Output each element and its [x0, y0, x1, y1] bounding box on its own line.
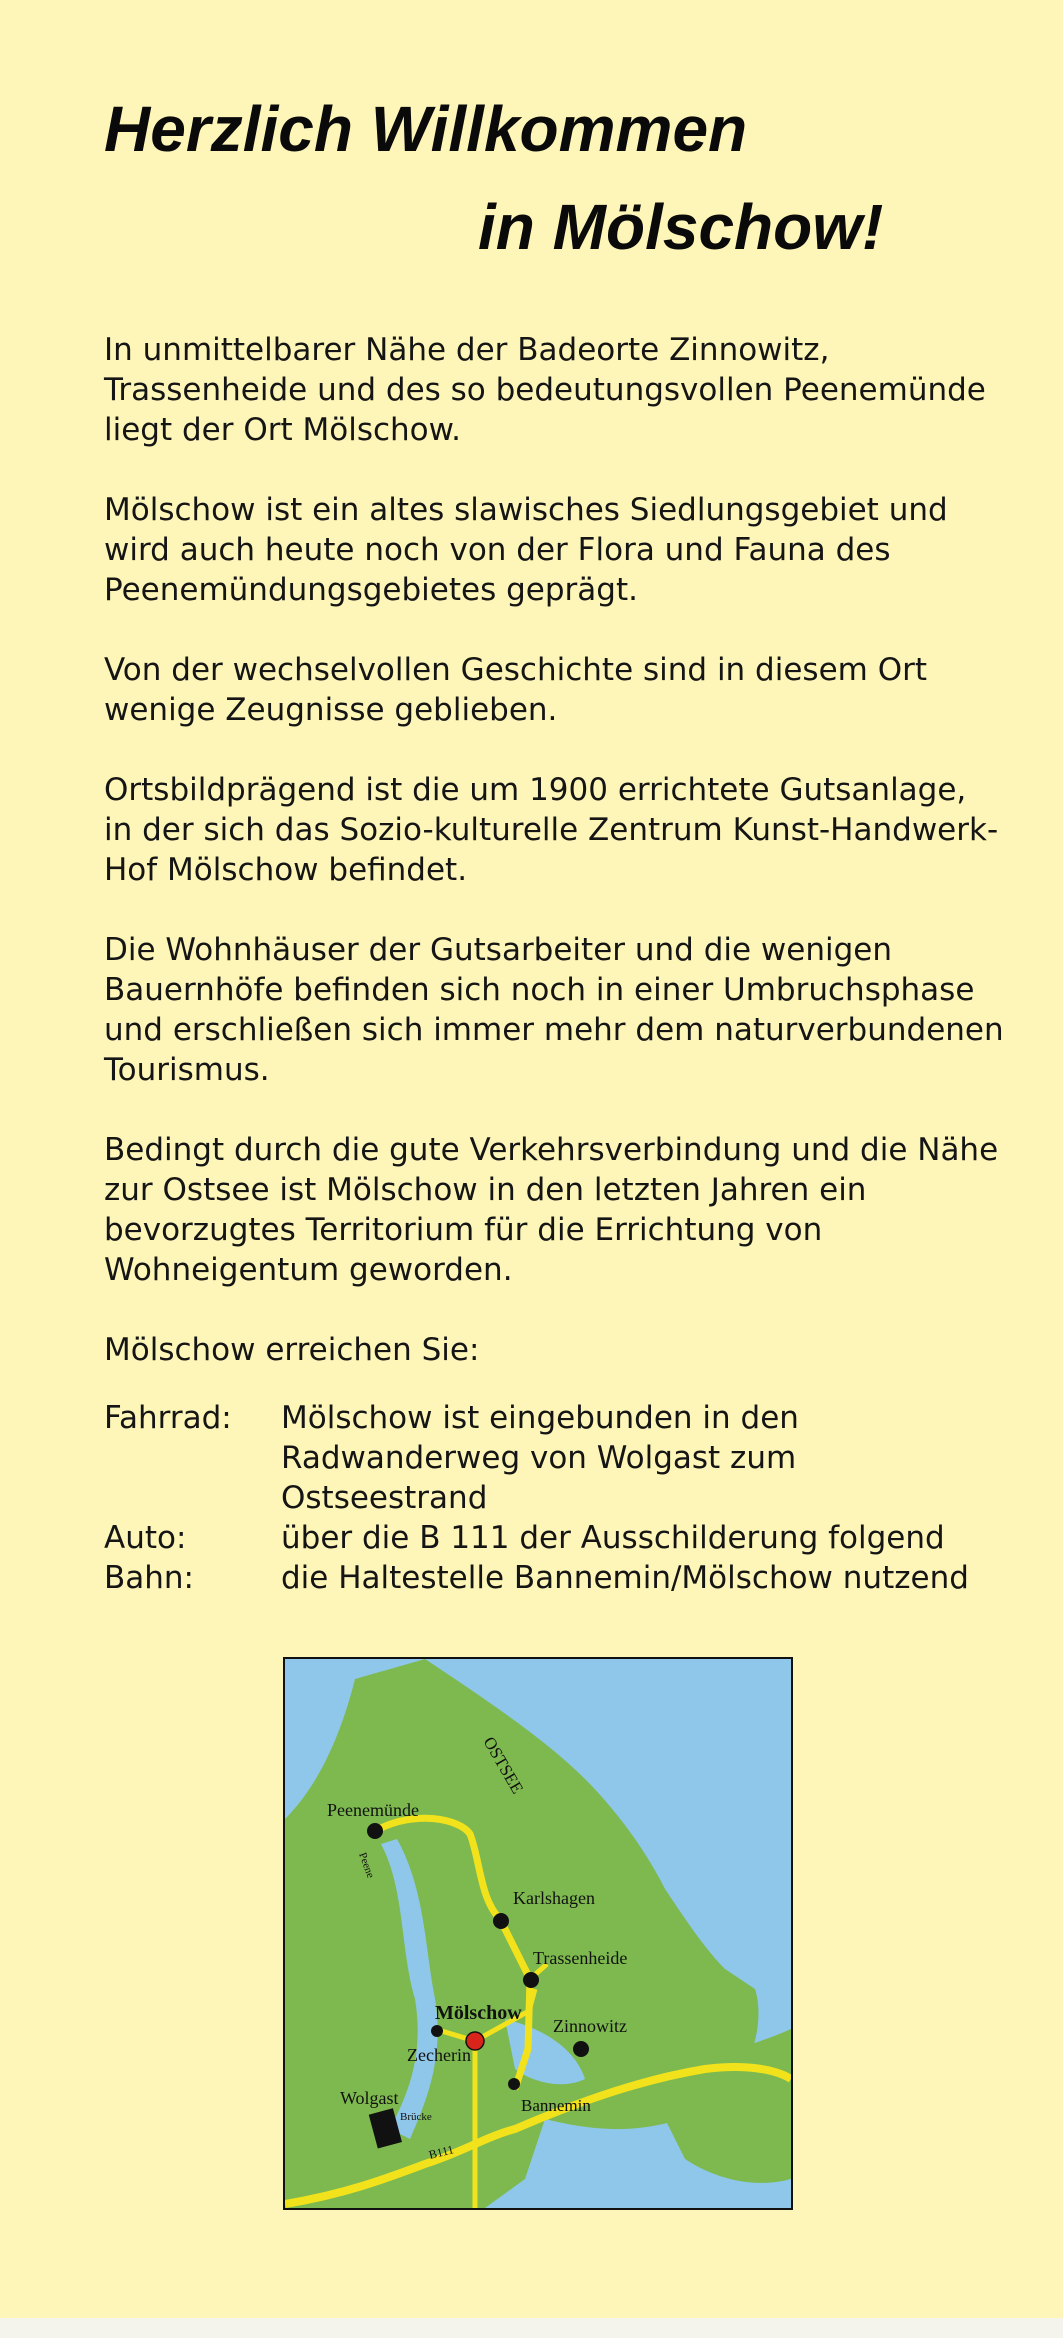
map-dot-zecherin	[431, 2025, 443, 2037]
reach-text-bike: Mölschow ist eingebunden in den Radwanderweg von Wolgast zum Ostseestrand	[281, 1400, 799, 1516]
map-label-moelschow: Mölschow	[435, 2002, 522, 2024]
map-label-zecherin: Zecherin	[407, 2045, 471, 2065]
paragraph-intro: In unmittelbarer Nähe der Badeorte Zinnowitz, Trassenheide und des so bedeutungsvollen Peenemünde liegt der Ort Mölschow.	[104, 332, 986, 448]
paragraph-evidence: Von der wechselvollen Geschichte sind in diesem Ort wenige Zeugnisse geblieben.	[104, 652, 927, 728]
reach-row-car	[104, 1518, 1004, 1558]
map-label-zinnowitz: Zinnowitz	[553, 2016, 627, 2036]
map-label-peenemuende: Peenemünde	[327, 1800, 419, 1820]
map-label-trassenheide: Trassenheide	[533, 1948, 628, 1968]
reach-text-car: über die B 111 der Ausschilderung folgend	[281, 1520, 945, 1556]
map-dot-trassenheide	[523, 1972, 539, 1988]
location-map	[283, 1657, 793, 2210]
map-dot-zinnowitz	[573, 2041, 589, 2057]
paragraph-traffic: Bedingt durch die gute Verkehrsverbindung und die Nähe zur Ostsee ist Mölschow in den letzten Jahren ein bevorzugtes Territorium für die Errichtung von Wohneigentum geworden.	[104, 1132, 999, 1288]
reach-label-car: Auto:	[104, 1520, 187, 1556]
reach-label-train: Bahn:	[104, 1560, 195, 1596]
reach-label-bike: Fahrrad:	[104, 1400, 232, 1436]
map-label-karlshagen: Karlshagen	[513, 1888, 595, 1908]
map-dot-peenemuende	[367, 1823, 383, 1839]
paragraph-history: Mölschow ist ein altes slawisches Siedlungsgebiet und wird auch heute noch von der Flora und Fauna des Peenemündungsgebietes geprägt.	[104, 492, 948, 608]
reach-text-train: die Haltestelle Bannemin/Mölschow nutzend	[281, 1560, 969, 1596]
map-dot-bannemin	[508, 2078, 520, 2090]
map-label-bruecke: Brücke	[400, 2111, 432, 2123]
reach-row-train	[104, 1558, 1004, 1598]
map-label-b111: B111	[427, 2142, 456, 2162]
paragraph-houses: Die Wohnhäuser der Gutsarbeiter und die wenigen Bauernhöfe befinden sich noch in einer Umbruchsphase und erschließen sich immer mehr dem naturverbundenen Tourismus.	[104, 932, 1004, 1088]
bottom-strip	[0, 2318, 1063, 2338]
map-label-ostsee: OSTSEE	[479, 1733, 528, 1797]
title-line-2: in Mölschow!	[478, 191, 884, 263]
map-label-bannemin: Bannemin	[521, 2096, 591, 2115]
reach-row-bike	[104, 1398, 1004, 1518]
map-label-peene: Peene	[356, 1850, 377, 1880]
main-content	[104, 330, 1004, 1598]
map-label-wolgast: Wolgast	[340, 2088, 399, 2108]
map-graphic	[285, 1659, 791, 2208]
title-line-1: Herzlich Willkommen	[104, 93, 748, 165]
map-dot-karlshagen	[493, 1913, 509, 1929]
paragraph-estate: Ortsbildprägend ist die um 1900 errichtete Gutsanlage, in der sich das Sozio-kulturelle Zentrum Kunst-Handwerk-Hof Mölschow befindet.	[104, 772, 999, 888]
reach-title: Mölschow erreichen Sie:	[104, 1332, 480, 1368]
